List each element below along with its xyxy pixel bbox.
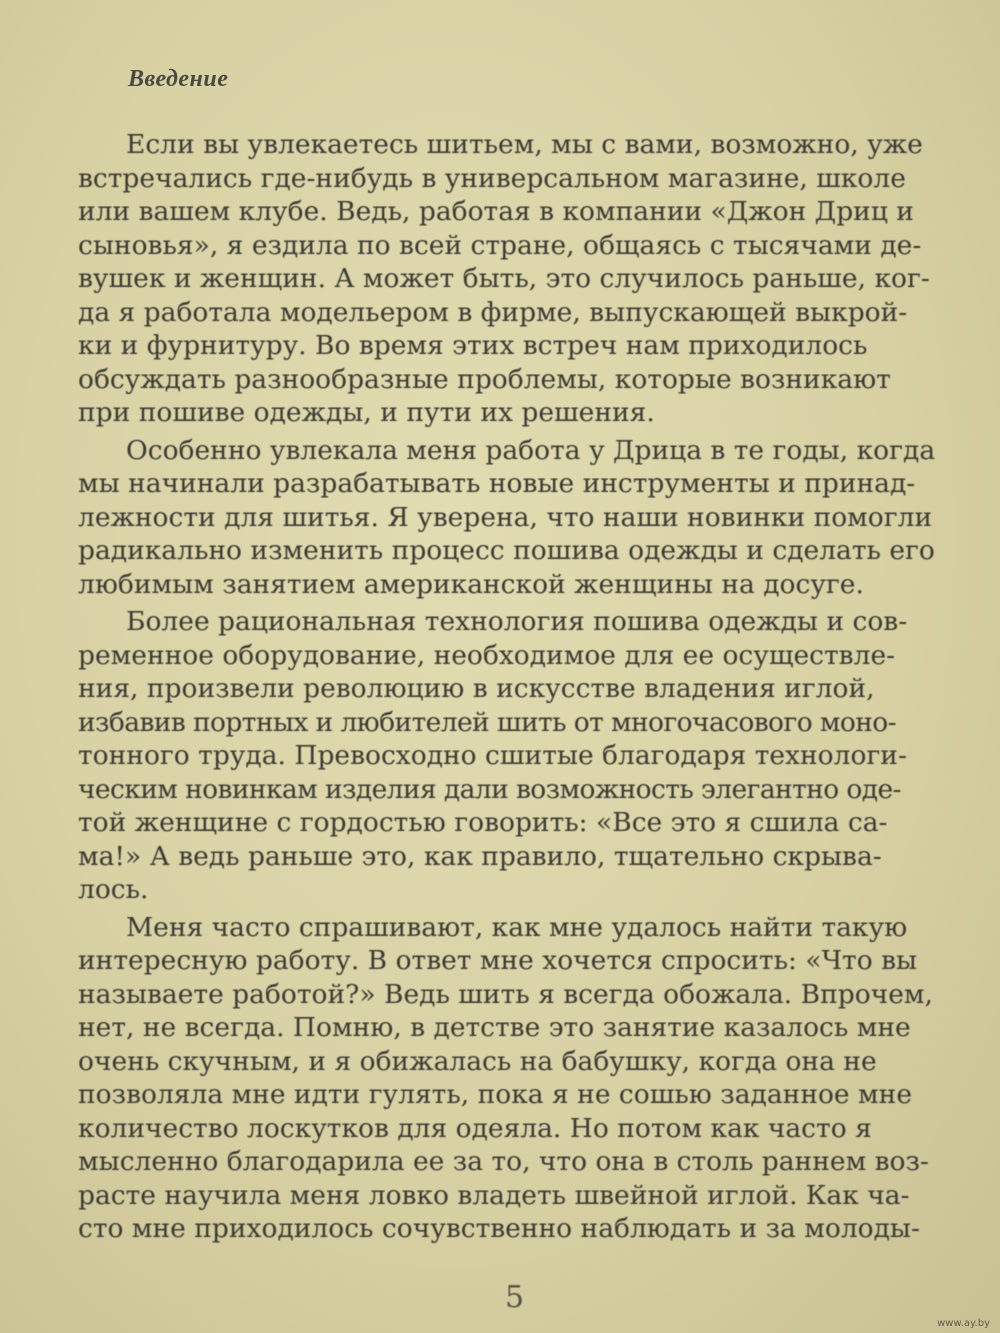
text-line: мысленно благодарила ее за то, что она в столь раннем воз- xyxy=(78,1146,929,1177)
text-line: ки и фурнитуру. Во время этих встреч нам приходилось xyxy=(78,330,868,361)
text-line: Более рациональная технология пошива одежды и сов- xyxy=(126,606,908,637)
chapter-heading: Введение xyxy=(128,66,229,92)
text-line: сыновья», я ездила по всей стране, общаясь с тысячами де- xyxy=(78,229,922,261)
text-line: позволяла мне идти гулять, пока я не сошью заданное мне xyxy=(78,1079,912,1110)
text-line: вушек и женщин. А может быть, это случилось раньше, ког- xyxy=(78,263,930,294)
text-line: обсуждать разнообразные проблемы, которые возникают xyxy=(78,363,891,395)
text-line: избавив портных и любителей шить от многочасового моно- xyxy=(78,706,897,738)
text-line: той женщине с гордостью говорить: «Все это я сшила са- xyxy=(78,807,888,838)
text-line: называете работой?» Ведь шить я всегда обожала. Впрочем, xyxy=(78,978,933,1010)
paragraph-2 xyxy=(78,434,968,602)
text-line: лось. xyxy=(78,874,149,905)
text-line: лежности для шитья. Я уверена, что наши новинки помогли xyxy=(78,501,933,533)
text-line: тонного труда. Превосходно сшитые благодаря технологи- xyxy=(78,740,907,771)
text-line: любимым занятием американской женщины на досуге. xyxy=(78,568,864,600)
text-line: радикально изменить процесс пошива одежды и сделать его xyxy=(78,535,935,566)
text-line: Меня часто спрашивают, как мне удалось найти такую xyxy=(126,911,908,943)
text-line: очень скучным, и я обижалась на бабушку, когда она не xyxy=(78,1045,877,1077)
text-line: сто мне приходилось сочувственно наблюдать и за молоды- xyxy=(78,1213,920,1244)
text-line: ма!» А ведь раньше это, как правило, тщательно скрыва- xyxy=(78,840,882,872)
text-line: Особенно увлекала меня работа у Дрица в те годы, когда xyxy=(126,434,936,466)
paragraph-4 xyxy=(78,911,968,1246)
watermark: www.ay.by xyxy=(937,1318,990,1329)
paragraph-3 xyxy=(78,605,968,907)
text-line: или вашем клубе. Ведь, работая в компании «Джон Дриц и xyxy=(78,196,914,227)
text-line: расте научила меня ловко владеть швейной иглой. Как ча- xyxy=(78,1179,910,1211)
text-line: интересную работу. В ответ мне хочется спросить: «Что вы xyxy=(78,945,918,976)
text-line: мы начинали разрабатывать новые инструменты и принад- xyxy=(78,468,916,499)
text-line: да я работала модельером в фирме, выпускающей выкрой- xyxy=(78,296,908,328)
text-line: при пошиве одежды, и пути их решения. xyxy=(78,397,655,428)
text-line: количество лоскутков для одеяла. Но потом как часто я xyxy=(78,1112,872,1144)
body-text xyxy=(78,128,968,1250)
page-number: 5 xyxy=(505,1280,525,1315)
text-line: встречались где-нибудь в универсальном магазине, школе xyxy=(78,162,906,194)
text-line: ременное оборудование, необходимое для ее осуществле- xyxy=(78,639,896,671)
text-line: ния, произвели революцию в искусстве владения иглой, xyxy=(78,673,875,704)
text-line: нет, не всегда. Помню, в детстве это занятие казалось мне xyxy=(78,1012,911,1043)
text-line: ческим новинкам изделия дали возможность элегантно оде- xyxy=(78,773,901,805)
text-line: Если вы увлекаетесь шитьем, мы с вами, возможно, уже xyxy=(126,129,923,160)
paragraph-1 xyxy=(78,128,968,430)
